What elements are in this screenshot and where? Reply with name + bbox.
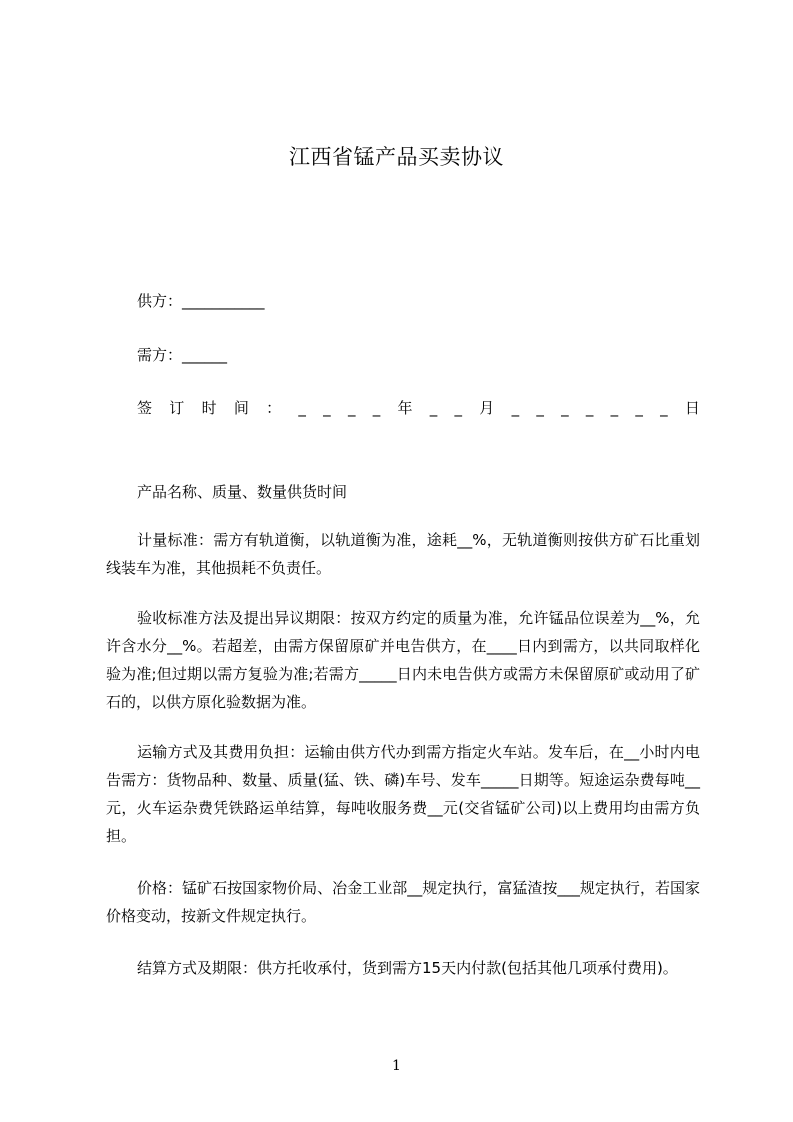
sign-char: _: [660, 399, 668, 417]
supplier-line: 供方：___________: [137, 292, 265, 310]
page-number: 1: [392, 1058, 401, 1074]
buyer-line: 需方：______: [137, 346, 228, 364]
sign-char: 月: [479, 399, 495, 417]
sign-char: 签: [137, 399, 153, 417]
signing-date-line: [137, 398, 700, 418]
document-title: 江西省锰产品买卖协议: [289, 145, 504, 169]
sign-char: _: [635, 399, 643, 417]
sign-char: _: [347, 399, 356, 417]
paragraph-transport: 运输方式及其费用负担：运输由供方代办到需方指定火车站。发车后，在__小时内电告需方：货物品种、数量、质量(猛、铁、磷)车号、发车_____日期等。短途运杂费每吨__元，火车运杂费凭铁路运单结算，每吨收服务费__元(交省锰矿公司)以上费用均由需方负担。: [106, 743, 700, 845]
sign-char: 日: [684, 399, 700, 417]
paragraph-acceptance: 验收标准方法及提出异议期限：按双方约定的质量为准，允许锰品位误差为__%，允许含水分__%。若超差，由需方保留原矿并电告供方，在____日内到需方，以共同取样化验为准;但过期以需方复验为准;若需方_____日内未电告供方或需方未保留原矿或动用了矿石的，以供方原化验数据为准。: [106, 609, 700, 711]
paragraph-settlement: 结算方式及期限：供方托收承付，货到需方15天内付款(包括其他几项承付费用)。: [137, 959, 678, 977]
sign-char: _: [585, 399, 594, 417]
sign-char: _: [454, 399, 463, 417]
sign-char: _: [323, 399, 331, 417]
sign-char: _: [511, 399, 520, 417]
sign-char: _: [610, 399, 619, 417]
sign-char: _: [536, 399, 544, 417]
paragraph-measurement: 计量标准：需方有轨道衡，以轨道衡为准，途耗__%，无轨道衡则按供方矿石比重划线装车为准，其他损耗不负责任。: [106, 531, 700, 577]
sign-char: _: [429, 399, 438, 417]
sign-char: 订: [169, 399, 185, 417]
sign-char: ：: [266, 399, 282, 417]
sign-char: 间: [233, 399, 249, 417]
sign-char: _: [372, 399, 381, 417]
section-heading-product: 产品名称、质量、数量供货时间: [137, 483, 348, 501]
sign-char: 时: [201, 399, 217, 417]
sign-char: 年: [397, 399, 413, 417]
sign-char: _: [561, 399, 569, 417]
sign-char: _: [298, 399, 306, 417]
paragraph-price: 价格：锰矿石按国家物价局、冶金工业部__规定执行，富猛渣按___规定执行，若国家价格变动，按新文件规定执行。: [106, 879, 700, 925]
